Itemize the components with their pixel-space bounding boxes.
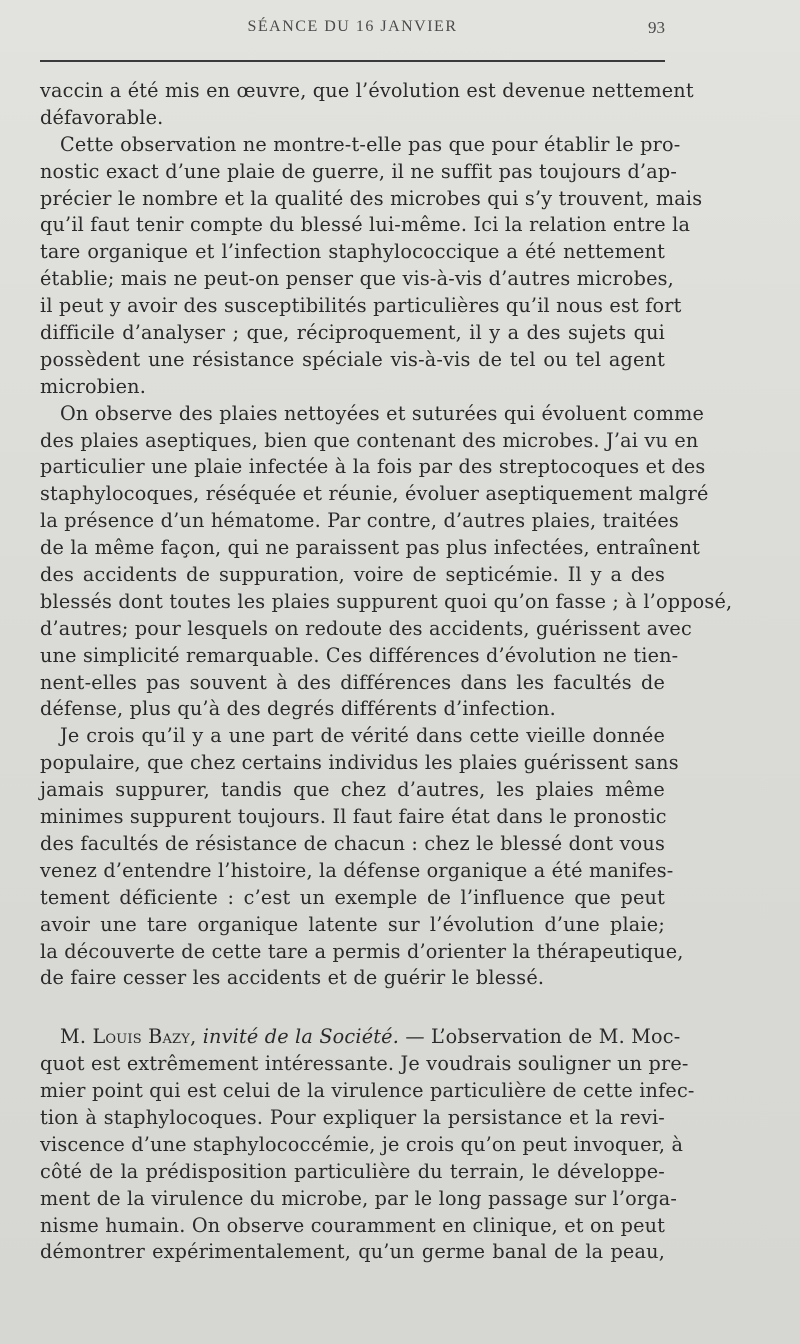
text-line: d’autres; pour lesquels on redoute des accidents, guérissent avec — [40, 616, 692, 640]
text-line: venez d’entendre l’histoire, la défense organique a été manifes- — [40, 858, 674, 882]
speaker-name: Louis Bazy — [92, 1025, 191, 1049]
text-line: de la même façon, qui ne paraissent pas plus infectées, entraînent — [40, 536, 701, 560]
text-line: tion à staphylocoques. Pour expliquer la persistance et la revi- — [40, 1105, 665, 1129]
text-line: des plaies aseptiques, bien que contenant des microbes. J’ai vu en — [40, 428, 699, 452]
speaker-line: M. Louis Bazy, invité de la Société. — L’observation de M. Moc- — [60, 1025, 681, 1049]
text-line: quot est extrêmement intéressante. Je voudrais souligner un pre- — [40, 1052, 689, 1076]
running-title: SÉANCE DU 16 JANVIER — [247, 18, 458, 35]
text-line: particulier une plaie infectée à la fois par des streptocoques et des — [40, 455, 706, 479]
text-line: nent-elles pas souvent à des différences dans les facultés de — [40, 670, 665, 694]
text-line: tement déficiente : c’est un exemple de l’influence que peut — [40, 885, 665, 909]
text-line: de faire cesser les accidents et de guérir le blessé. — [40, 966, 545, 990]
header-rule — [40, 60, 665, 62]
text-line: avoir une tare organique latente sur l’évolution d’une plaie; — [40, 912, 665, 936]
text-line: nisme humain. On observe couramment en clinique, et on peut — [40, 1213, 666, 1237]
text-line: blessés dont toutes les plaies suppurent quoi qu’on fasse ; à l’opposé, — [40, 589, 733, 613]
text-line: minimes suppurent toujours. Il faut faire état dans le pronostic — [40, 805, 667, 829]
text-line: établie; mais ne peut-on penser que vis-à-vis d’autres microbes, — [40, 267, 674, 291]
body-text — [40, 78, 733, 1266]
speaker-role: invité de la Société. — [202, 1025, 400, 1049]
text-line: tare organique et l’infection staphylococcique a été nettement — [40, 240, 665, 264]
page-header — [40, 18, 665, 46]
text-line: une simplicité remarquable. Ces différences d’évolution ne tien- — [40, 643, 679, 667]
text-line: Cette observation ne montre-t-elle pas que pour établir le pro- — [60, 132, 681, 156]
text-line: Je crois qu’il y a une part de vérité dans cette vieille donnée — [60, 724, 665, 748]
text-line: On observe des plaies nettoyées et suturées qui évoluent comme — [60, 401, 705, 425]
text-line: des facultés de résistance de chacun : chez le blessé dont vous — [40, 831, 665, 855]
text-line: nostic exact d’une plaie de guerre, il ne suffit pas toujours d’ap- — [40, 159, 678, 183]
text-line: il peut y avoir des susceptibilités particulières qu’il nous est fort — [40, 294, 682, 318]
text-line: côté de la prédisposition particulière du terrain, le développe- — [40, 1159, 665, 1183]
text-line: viscence d’une staphylococcémie, je crois qu’on peut invoquer, à — [40, 1132, 684, 1156]
speaker-prefix: M. — [60, 1025, 87, 1049]
section-gap — [40, 992, 665, 1024]
text-line: jamais suppurer, tandis que chez d’autres, les plaies même — [40, 778, 665, 802]
text-line: vaccin a été mis en œuvre, que l’évolution est devenue nettement — [40, 79, 694, 102]
text-line: ment de la virulence du microbe, par le long passage sur l’orga- — [40, 1186, 678, 1210]
text-line: défavorable. — [40, 105, 164, 129]
text-line: possèdent une résistance spéciale vis-à-vis de tel ou tel agent — [40, 347, 665, 371]
text-line: défense, plus qu’à des degrés différents d’infection. — [40, 697, 556, 721]
text-line: qu’il faut tenir compte du blessé lui-même. Ici la relation entre la — [40, 213, 691, 237]
text-line: mier point qui est celui de la virulence particulière de cette infec- — [40, 1079, 695, 1103]
text-line: populaire, que chez certains individus les plaies guérissent sans — [40, 751, 679, 775]
text-line: la découverte de cette tare a permis d’orienter la thérapeutique, — [40, 939, 684, 963]
text-line: la présence d’un hématome. Par contre, d’autres plaies, traitées — [40, 509, 679, 533]
text-line: difficile d’analyser ; que, réciproquement, il y a des sujets qui — [40, 321, 665, 345]
text-line: staphylocoques, réséquée et réunie, évoluer aseptiquement malgré — [40, 482, 709, 506]
page-number: 93 — [648, 18, 665, 37]
text-line: des accidents de suppuration, voire de septicémie. Il y a des — [40, 563, 665, 587]
text-line: précier le nombre et la qualité des microbes qui s’y trouvent, mais — [40, 186, 703, 210]
text-line: démontrer expérimentalement, qu’un germe banal de la peau, — [40, 1240, 665, 1264]
text-line: microbien. — [40, 374, 147, 398]
speaker-line-rest: — L’observation de M. Moc- — [399, 1025, 681, 1049]
